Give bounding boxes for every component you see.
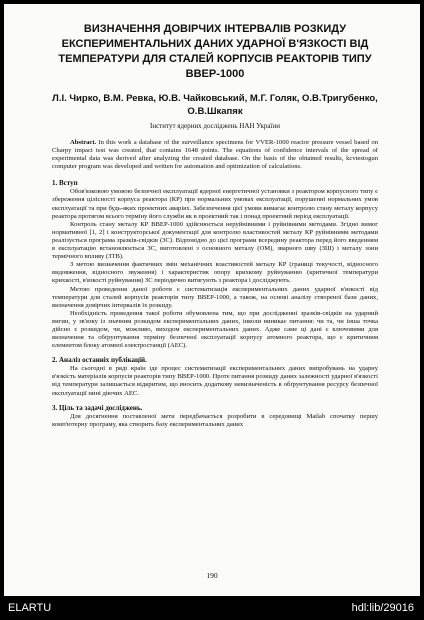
page-number: 190 xyxy=(206,571,218,580)
section-1-paragraph: З метою визначення фактичних змін механічних властивостей металу КР (границі текучості, відносного видовження, відносного звуження) і характеристик опору крихкому руйнуванню (критичної температури крихкості, в'язкості руйнування) ЗС періодично витягують з реактора і досліджують. xyxy=(52,261,378,285)
page-content xyxy=(52,22,378,429)
section-1-heading: 1. Вступ xyxy=(52,179,78,188)
section-1-paragraph: Обов'язковою умовою безпечної експлуатації ядерної енергетичної установки з реактором корпусного типу є збереження цілісності корпуса реактора (КР) при нормальних умовах експлуатації, порушенні нормальних умов експлуатації та при будь-яких проектних аваріях. Забезпечення цієї умови вимагає контролю стану металу корпусу реактора протягом всього терміну його служби як в проектний так і понад проектний період експлуатації. xyxy=(52,188,378,220)
paper-title: ВИЗНАЧЕННЯ ДОВІРЧИХ ІНТЕРВАЛІВ РОЗКИДУ ЕКСПЕРИМЕНТАЛЬНИХ ДАНИХ УДАРНОЇ В'ЯЗКОСТІ ВІД ТЕМПЕРАТУРИ ДЛЯ СТАЛЕЙ КОРПУСІВ РЕАКТОРІВ ТИПУ ВВЕР-1000 xyxy=(58,23,372,80)
section-1-paragraph: Метою проведення даної роботи є систематизація експериментальних даних ударної в'язкості від температури для сталей корпусів реакторів типу ВВЕР-1000, а також, на основі аналізу створеної бази даних, визначення довірчих інтервалів їх розкиду. xyxy=(52,285,378,309)
section-1-paragraph: Контроль стану металу КР ВВЕР-1000 здійснюється неруйнівними і руйнівними методами. Згідно вимог нормативної [1, 2] і конструкторської документації для контролю властивостей металу КР руйнівними методами реалізується програма зразків-свідків (ЗС). Відповідно до цієї програми всередину реактора перед його введенням в експлуатацію встановлюється ЗС, виготовлені з основного металу (ОМ), зварного шву (ЗШ) і металу зони термічного впливу (ЗТВ). xyxy=(52,220,378,261)
viewer-footer-bar xyxy=(0,596,424,620)
document-page xyxy=(4,4,420,596)
section-2-paragraph: На сьогодні в ряді країн іде процес систематизації експериментальних даних випробувань на ударну в'язкість матеріалів корпусів реакторів типу ВВЕР-1000. Проте питання розкиду даних залежності ударної в'язкості від температури залишається відкритим, що вносить додаткову невизначеність в обґрунтування ресурсу безпечної експлуатації нині діючих АЕС. xyxy=(52,365,378,397)
handle-identifier[interactable]: hdl:lib/29016 xyxy=(351,602,414,614)
abstract-paragraph xyxy=(52,139,378,171)
abstract-text: In this work a database of the surveillance specimens for VVER-1000 reactor pressure vessel based on Charpy impact test was created, that contains 1648 points. The equations of confidence intervals of the spread of experimental data was derived after analyzing the created database. On the basis of the obtained results, kcvtestogun computer program was developed and written for automation and optimization of calculations. xyxy=(52,139,378,171)
repository-label[interactable]: ELARTU xyxy=(8,602,52,614)
section-3-heading: 3. Ціль та задачі досліджень. xyxy=(52,403,143,412)
section-2-heading: 2. Аналіз останніх публікацій. xyxy=(52,356,147,365)
abstract-label: Abstract. xyxy=(70,139,97,146)
paper-affiliation: Інститут ядерних досліджень НАН України xyxy=(150,122,280,130)
section-3-paragraph: Для досягнення поставленої мети передбачається розробити в середовищі Matlab спочатку першу комп'ютерну програму, яка створить базу експериментальних даних xyxy=(52,412,378,428)
paper-authors: Л.І. Чирко, В.М. Ревка, Ю.В. Чайковський, М.Г. Голяк, О.В.Тригубенко, О.В.Шкапяк xyxy=(52,93,378,117)
section-1-paragraph: Необхідність проведення такої роботи обумовлена тим, що при дослідженні зразків-свідків на ударний вигин, у зв'язку із значним розкидом експериментальних даних, інколи виникає питання: чи та, чи інша точка дійсно є розкидом, чи, можливо, виходом експериментальних даних. Адже саме ці дані є ключовими для визначення та обґрунтування терміну безпечної експлуатації корпусу атомного реактора, що є критичним елементом блоку атомної електростанції (АЕС). xyxy=(52,309,378,350)
